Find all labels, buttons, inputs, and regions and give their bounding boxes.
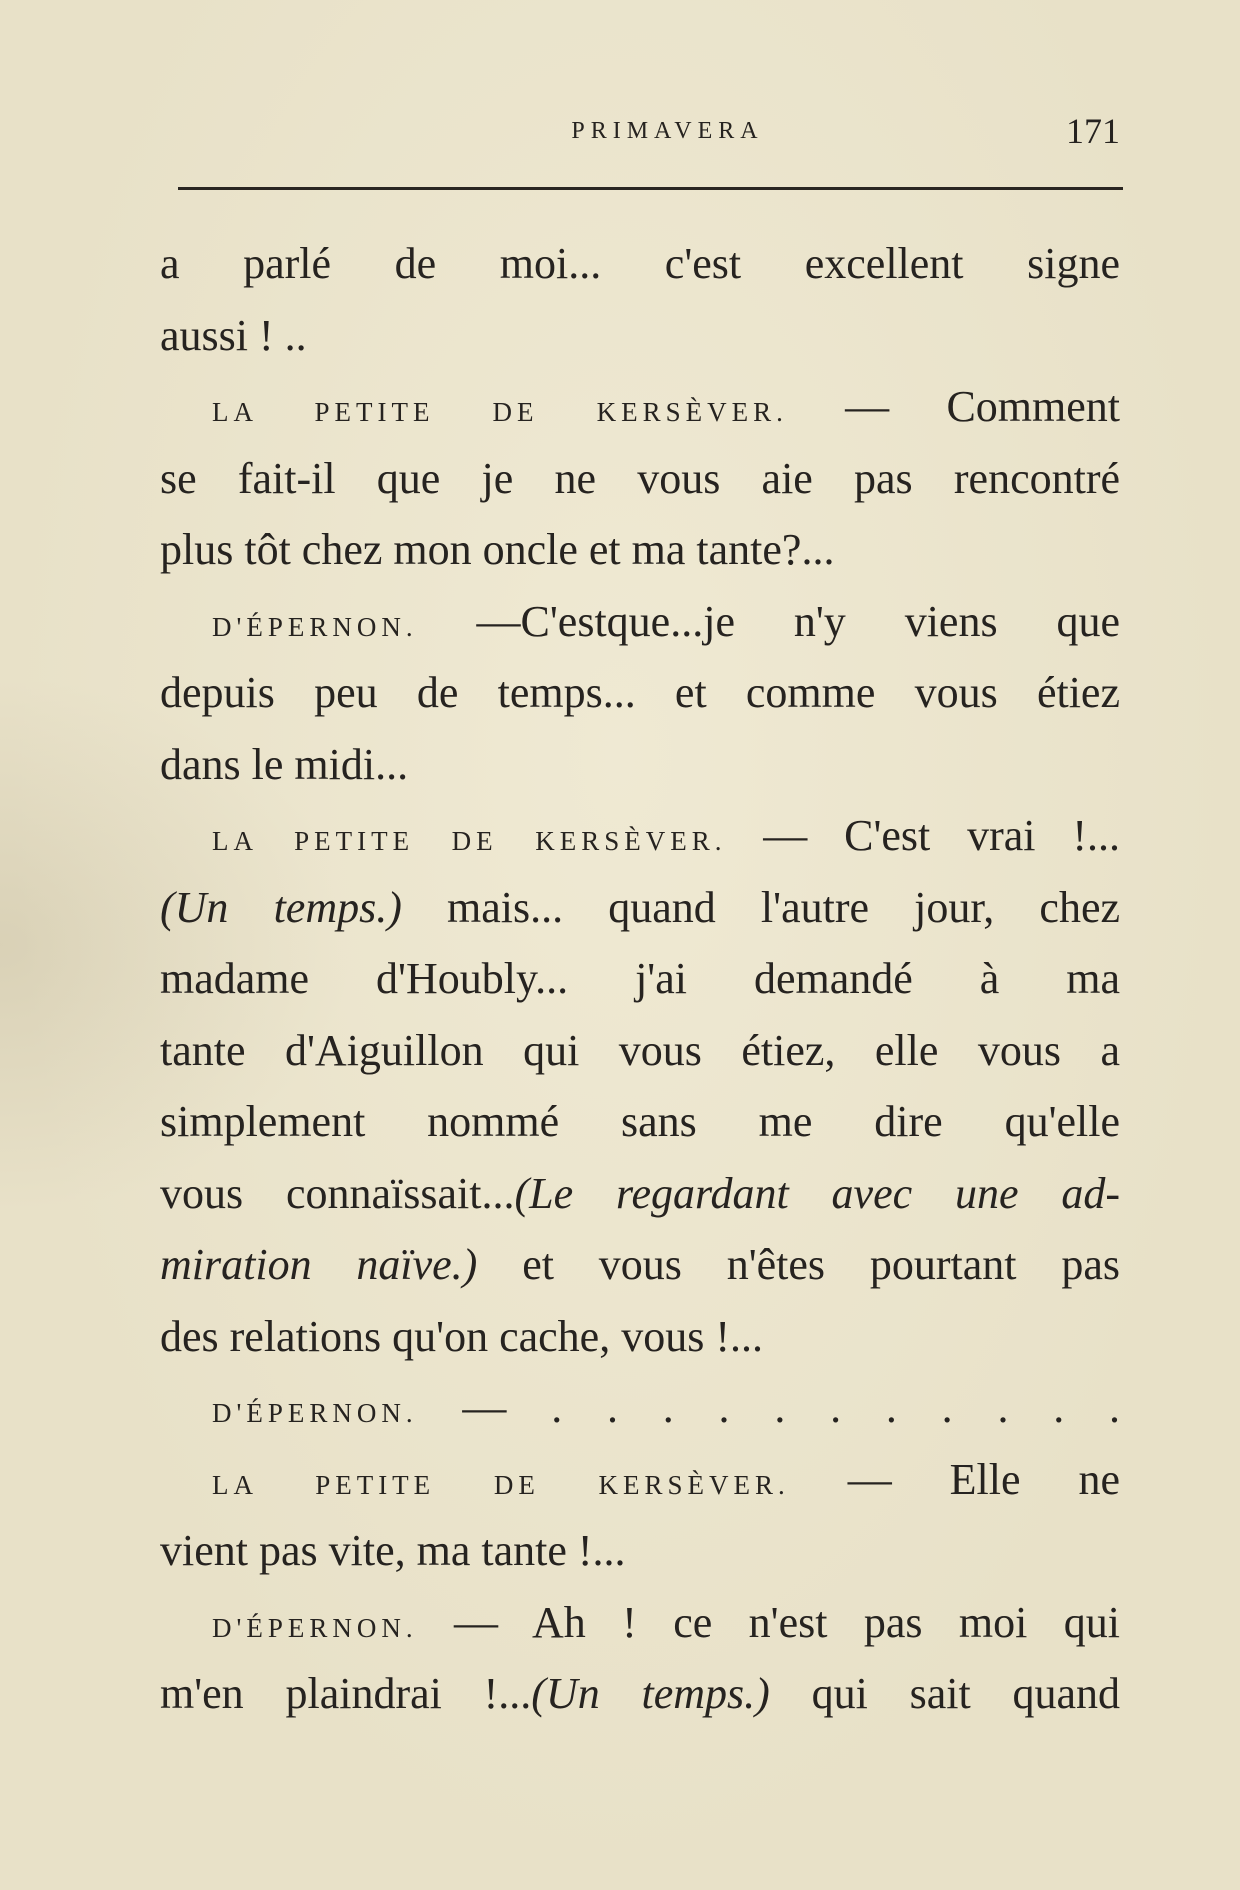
stage-direction: (Un temps.) (160, 882, 402, 932)
stage-direction: miration naïve.) (160, 1240, 478, 1289)
speech-line (160, 1587, 1120, 1659)
speaker-name: D'ÉPERNON. (212, 611, 418, 642)
header-rule (178, 187, 1123, 190)
line-text: m'en plaindrai !... (160, 1669, 532, 1718)
text-line (160, 1515, 1120, 1587)
line-text: simplement nommé sans me dire qu'elle (160, 1097, 1120, 1146)
line-text: vient pas vite, ma tante !... (160, 1526, 626, 1575)
line-text: mais... quand l'autre jour, chez (447, 882, 1120, 932)
line-text: qui sait quand (811, 1669, 1120, 1718)
page-number: 171 (1066, 111, 1120, 151)
text-line (160, 657, 1120, 729)
speaker-name: LA PETITE DE KERSÈVER. (212, 1469, 790, 1500)
speech-line (160, 800, 1120, 872)
line-text: —C'estque...je n'y viens que (476, 596, 1120, 646)
line-text: — C'est vrai !... (763, 811, 1120, 860)
line-text: — Comment (845, 382, 1120, 431)
body-text (160, 228, 1120, 1730)
line-text: aussi ! .. (160, 310, 307, 360)
page-header (175, 111, 1120, 158)
line-text: — . . . . . . . . . . . (462, 1383, 1120, 1432)
line-text: plus tôt chez mon oncle et ma tante?... (160, 525, 835, 574)
text-line (160, 443, 1120, 515)
stage-direction: (Le regardant avec une ad- (514, 1168, 1120, 1218)
line-text: vous connaïssait... (160, 1168, 515, 1218)
text-line (160, 729, 1120, 801)
line-text: tante d'Aiguillon qui vous étiez, elle vous a (160, 1025, 1120, 1075)
text-line (160, 228, 1120, 300)
text-line (160, 1229, 1120, 1301)
text-line (160, 943, 1120, 1015)
line-text: madame d'Houbly... j'ai demandé à ma (160, 954, 1120, 1003)
text-line (160, 514, 1120, 586)
line-text: depuis peu de temps... et comme vous étiez (160, 668, 1120, 717)
line-text: dans le midi... (160, 739, 409, 789)
speech-line (160, 1372, 1120, 1444)
line-text: — Elle ne (847, 1454, 1120, 1504)
line-text: des relations qu'on cache, vous !... (160, 1311, 763, 1361)
text-line (160, 872, 1120, 944)
text-line (160, 1301, 1120, 1373)
speaker-name: D'ÉPERNON. (212, 1612, 418, 1643)
speech-line (160, 586, 1120, 658)
line-text: — Ah ! ce n'est pas moi qui (454, 1597, 1120, 1647)
text-line (160, 1658, 1120, 1730)
text-line (160, 1158, 1120, 1230)
line-text: a parlé de moi... c'est excellent signe (160, 239, 1120, 288)
running-title: PRIMAVERA (571, 118, 764, 144)
text-line (160, 300, 1120, 372)
speaker-name: LA PETITE DE KERSÈVER. (212, 397, 788, 427)
speech-line (160, 1444, 1120, 1516)
speaker-name: D'ÉPERNON. (212, 1398, 418, 1428)
line-text: se fait-il que je ne vous aie pas rencontré (160, 453, 1120, 503)
speaker-name: LA PETITE DE KERSÈVER. (212, 826, 727, 856)
text-line (160, 1086, 1120, 1158)
line-text: et vous n'êtes pourtant pas (522, 1240, 1120, 1289)
stage-direction: (Un temps.) (531, 1669, 770, 1718)
speech-line (160, 371, 1120, 443)
text-line (160, 1015, 1120, 1087)
